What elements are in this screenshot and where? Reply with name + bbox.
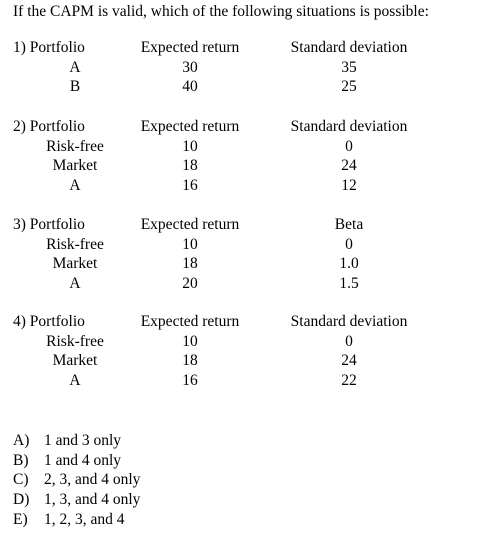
- table-row: [0, 235, 490, 255]
- table-row: [0, 58, 490, 78]
- standard-deviation-value: 22: [341, 371, 357, 389]
- answer-letter: D): [13, 491, 30, 509]
- situation-heading: 2) Portfolio: [13, 118, 85, 135]
- expected-return-value: 18: [182, 352, 198, 369]
- answer-option-e: [13, 510, 140, 530]
- answer-text: 1 and 4 only: [44, 451, 122, 469]
- answer-letter: C): [13, 471, 29, 489]
- answer-letter: A): [13, 432, 30, 449]
- table-row: [0, 351, 490, 371]
- standard-deviation-value: 24: [341, 157, 357, 174]
- table-header-row: [0, 312, 490, 332]
- situation-2-table: [0, 117, 490, 195]
- column-header-standard-deviation: Standard deviation: [290, 118, 408, 135]
- beta-value: 0: [345, 235, 353, 253]
- column-header-beta: Beta: [334, 216, 364, 233]
- answer-option-c: [13, 470, 140, 490]
- expected-return-value: 10: [182, 137, 198, 155]
- expected-return-value: 20: [182, 274, 198, 292]
- beta-value: 1.5: [339, 274, 359, 292]
- question-text: If the CAPM is valid, which of the following situations is possible:: [13, 3, 429, 20]
- portfolio-name: A: [69, 371, 81, 389]
- beta-value: 1.0: [339, 255, 359, 272]
- answer-option-b: [13, 451, 140, 471]
- situation-1-table: [0, 38, 490, 97]
- situation-heading: 1) Portfolio: [13, 39, 85, 56]
- column-header-standard-deviation: Standard deviation: [290, 39, 408, 56]
- expected-return-value: 40: [182, 78, 198, 95]
- table-header-row: [0, 117, 490, 137]
- situation-4-table: [0, 312, 490, 390]
- answer-text: 1 and 3 only: [44, 432, 122, 449]
- column-header-expected-return: Expected return: [140, 39, 240, 56]
- standard-deviation-value: 35: [341, 58, 357, 76]
- portfolio-name: Risk-free: [46, 332, 104, 350]
- portfolio-name: B: [69, 78, 81, 95]
- answer-text: 1, 2, 3, and 4: [44, 510, 125, 528]
- standard-deviation-value: 0: [345, 332, 353, 350]
- situation-heading: 4) Portfolio: [13, 313, 85, 330]
- portfolio-name: A: [69, 58, 81, 76]
- expected-return-value: 18: [182, 157, 198, 174]
- column-header-standard-deviation: Standard deviation: [290, 313, 408, 330]
- standard-deviation-value: 25: [341, 78, 357, 95]
- portfolio-name: A: [69, 274, 81, 292]
- answer-option-a: [13, 431, 140, 451]
- portfolio-name: Market: [52, 255, 98, 272]
- situation-heading: 3) Portfolio: [13, 216, 85, 233]
- situation-3-table: [0, 215, 490, 293]
- answer-letter: E): [13, 510, 28, 528]
- table-row: [0, 137, 490, 157]
- answer-text: 2, 3, and 4 only: [44, 471, 141, 489]
- portfolio-name: Market: [52, 157, 98, 174]
- answer-option-d: [13, 490, 140, 510]
- expected-return-value: 18: [182, 255, 198, 272]
- standard-deviation-value: 12: [341, 176, 357, 194]
- column-header-expected-return: Expected return: [140, 216, 240, 233]
- table-row: [0, 332, 490, 352]
- portfolio-name: A: [69, 176, 81, 194]
- standard-deviation-value: 0: [345, 137, 353, 155]
- expected-return-value: 10: [182, 235, 198, 253]
- table-row: [0, 156, 490, 176]
- portfolio-name: Market: [52, 352, 98, 369]
- portfolio-name: Risk-free: [46, 235, 104, 253]
- column-header-expected-return: Expected return: [140, 313, 240, 330]
- table-row: [0, 274, 490, 294]
- table-row: [0, 77, 490, 97]
- table-row: [0, 254, 490, 274]
- column-header-expected-return: Expected return: [140, 118, 240, 135]
- expected-return-value: 10: [182, 332, 198, 350]
- table-header-row: [0, 215, 490, 235]
- table-header-row: [0, 38, 490, 58]
- expected-return-value: 30: [182, 58, 198, 76]
- expected-return-value: 16: [182, 176, 198, 194]
- standard-deviation-value: 24: [341, 352, 357, 369]
- portfolio-name: Risk-free: [46, 137, 104, 155]
- answer-choices: [13, 431, 140, 529]
- answer-letter: B): [13, 451, 29, 469]
- expected-return-value: 16: [182, 371, 198, 389]
- table-row: [0, 371, 490, 391]
- answer-text: 1, 3, and 4 only: [44, 491, 141, 509]
- table-row: [0, 176, 490, 196]
